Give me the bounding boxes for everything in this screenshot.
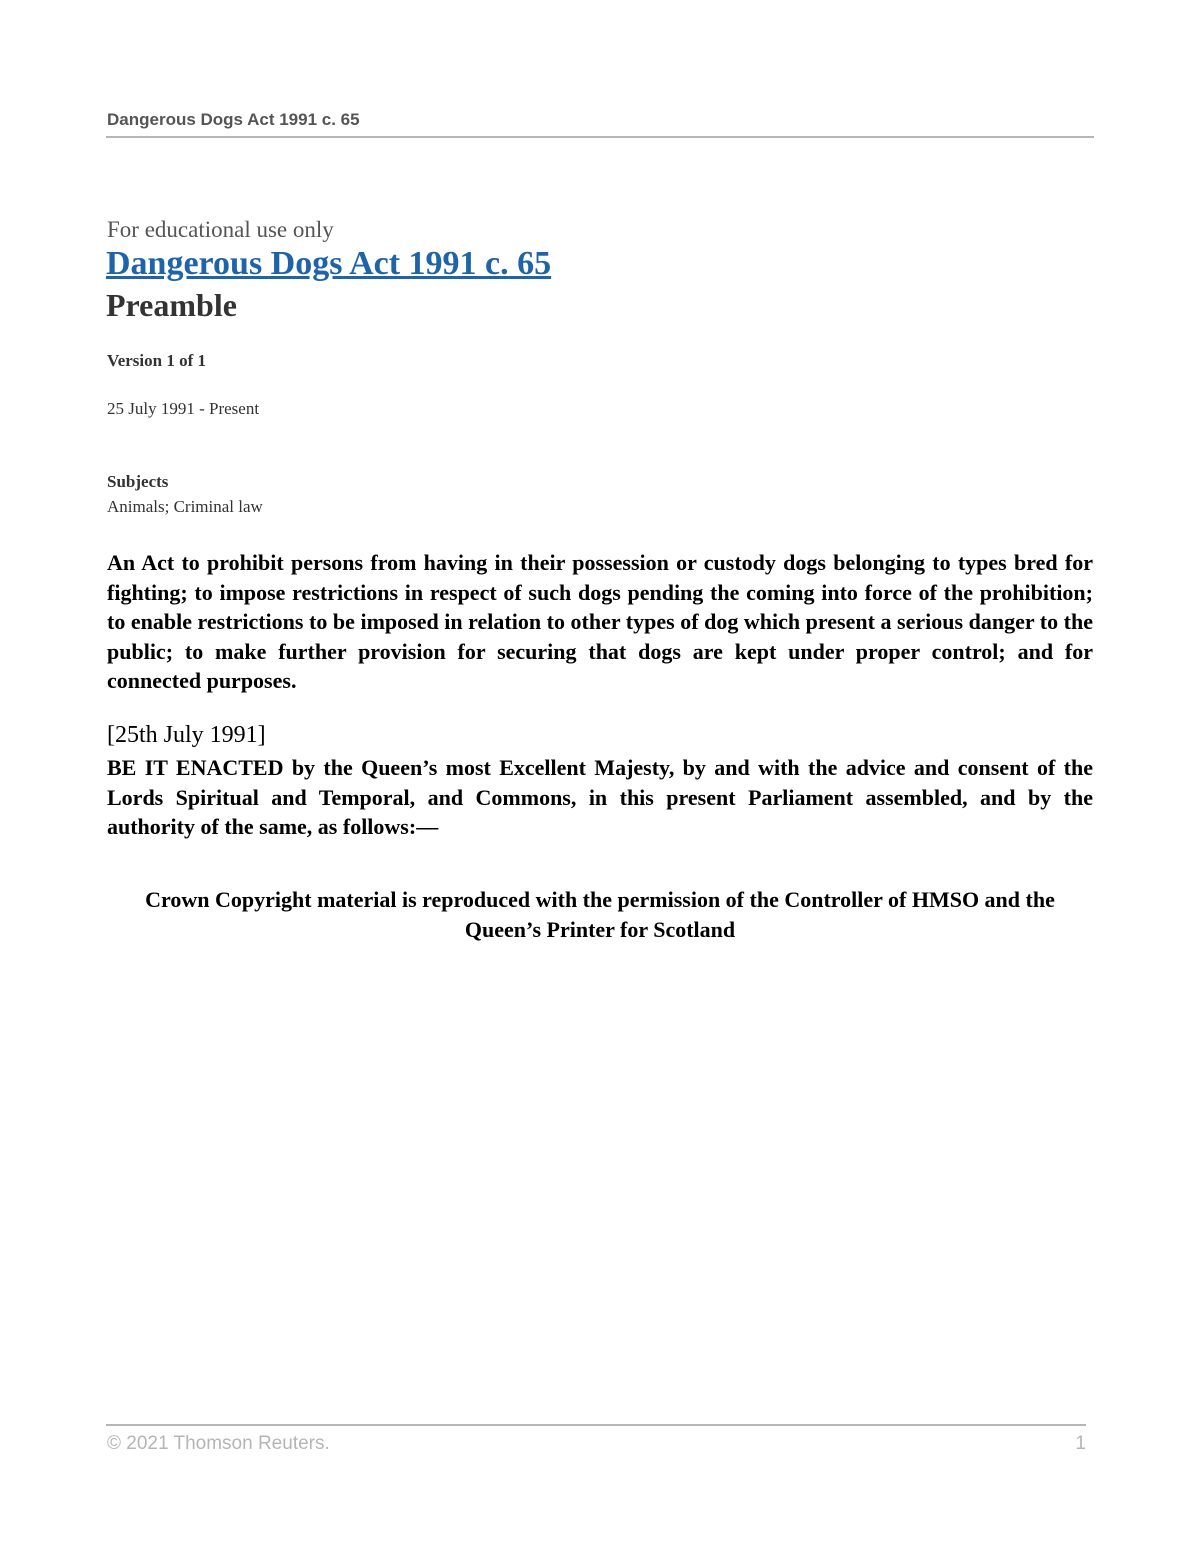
footer-copyright: © 2021 Thomson Reuters. <box>107 1433 330 1454</box>
header-divider <box>106 136 1094 138</box>
document-title-link[interactable]: Dangerous Dogs Act 1991 c. 65 <box>106 245 552 282</box>
subjects-heading: Subjects <box>107 472 169 491</box>
section-heading: Preamble <box>106 287 237 323</box>
enacting-formula: BE IT ENACTED by the Queen’s most Excellent Majesty, by and with the advice and consent of the Lords Spiritual and Temporal, and Commons, in this present Parliament assembled, and by the authority of the same, as follows:— <box>107 755 1093 839</box>
version-label: Version 1 of 1 <box>107 351 207 370</box>
subjects-list: Animals; Criminal law <box>107 497 263 516</box>
enactment-date: [25th July 1991] <box>107 722 266 748</box>
educational-use-notice: For educational use only <box>107 217 334 242</box>
crown-copyright-notice: Crown Copyright material is reproduced with the permission of the Controller of HMSO and the Queen’s Printer for Scotland <box>145 887 1055 942</box>
validity-dates: 25 July 1991 - Present <box>107 399 260 418</box>
page-number: 1 <box>1075 1433 1086 1454</box>
act-long-title: An Act to prohibit persons from having in their possession or custody dogs belonging to types bred for fighting; to impose restrictions in respect of such dogs pending the coming into force of the prohibition; to enable restrictions to be imposed in relation to other types of dog which present a serious danger to the public; to make further provision for securing that dogs are kept under proper control; and for connected purposes. <box>107 550 1093 693</box>
footer-divider <box>106 1424 1086 1426</box>
running-header-title: Dangerous Dogs Act 1991 c. 65 <box>107 110 360 129</box>
